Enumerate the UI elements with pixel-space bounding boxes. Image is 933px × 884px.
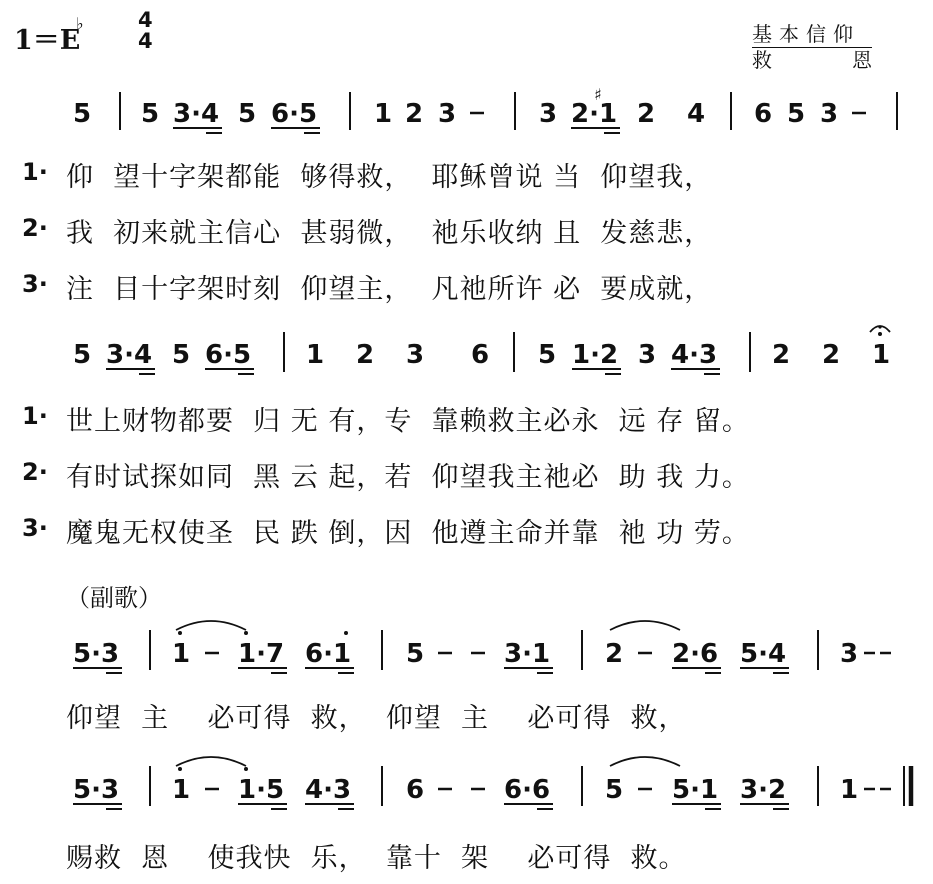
svg-text:5·3: 5·3 — [73, 775, 120, 805]
verse-number-3: 3· — [22, 270, 48, 298]
svg-text:♯: ♯ — [594, 85, 602, 104]
verse-number-2b: 2· — [22, 458, 48, 486]
svg-text:6·5: 6·5 — [205, 340, 252, 370]
svg-text:4·3: 4·3 — [305, 775, 352, 805]
svg-text:5: 5 — [787, 99, 806, 129]
system2-lyric-3: 魔鬼无权使圣 民 跌 倒，因 他遵主命并靠 祂 功 劳。 — [66, 518, 750, 549]
chorus-line2-notes — [73, 757, 911, 809]
verse-number-1b: 1· — [22, 402, 48, 430]
svg-text:5: 5 — [605, 775, 624, 805]
category-main: 基本信仰 — [752, 22, 872, 48]
time-signature-bottom: 4 — [138, 29, 153, 53]
svg-text:3·4: 3·4 — [106, 340, 153, 370]
system2-lyric-2: 有时试探如同 黑 云 起，若 仰望我主祂必 助 我 力。 — [66, 462, 750, 493]
chorus-line1-notes — [73, 621, 891, 673]
svg-text:1: 1 — [172, 639, 191, 669]
svg-text:6·5: 6·5 — [271, 99, 318, 129]
svg-text:1·5: 1·5 — [238, 775, 285, 805]
chorus-lyric-1: 仰望 主 必可得 救， 仰望 主 必可得 救， — [66, 703, 687, 734]
svg-text:6: 6 — [754, 99, 773, 129]
svg-text:5: 5 — [73, 99, 92, 129]
svg-text:3: 3 — [820, 99, 839, 129]
svg-text:5·1: 5·1 — [672, 775, 719, 805]
verse-number-1: 1· — [22, 158, 48, 186]
svg-text:5: 5 — [172, 340, 191, 370]
svg-text:3: 3 — [638, 340, 657, 370]
svg-text:1: 1 — [172, 775, 191, 805]
svg-text:3·1: 3·1 — [504, 639, 551, 669]
svg-text:6·6: 6·6 — [504, 775, 551, 805]
svg-text:1·2: 1·2 — [572, 340, 619, 370]
key-signature: 1＝E — [14, 25, 81, 56]
svg-text:5: 5 — [141, 99, 160, 129]
system1-lyric-3: 注 目十字架时刻 仰望主， 凡祂所许 必 要成就， — [66, 274, 713, 305]
svg-text:3: 3 — [539, 99, 558, 129]
svg-text:6·1: 6·1 — [305, 639, 352, 669]
system1-lyric-1: 仰 望十字架都能 够得救， 耶稣曾说 当 仰望我， — [66, 162, 713, 193]
svg-text:5: 5 — [238, 99, 257, 129]
category-sub: 救 恩 — [752, 48, 872, 72]
system2-notes — [73, 325, 890, 374]
svg-text:5·4: 5·4 — [740, 639, 787, 669]
svg-text:1: 1 — [872, 340, 891, 370]
svg-text:2: 2 — [356, 340, 375, 370]
svg-text:5: 5 — [538, 340, 557, 370]
svg-text:6: 6 — [406, 775, 425, 805]
svg-text:2: 2 — [637, 99, 656, 129]
svg-text:5: 5 — [406, 639, 425, 669]
svg-text:2: 2 — [605, 639, 624, 669]
system2-lyric-1: 世上财物都要 归 无 有，专 靠赖救主必永 远 存 留。 — [66, 406, 750, 437]
flat-sign: ♭ — [76, 14, 84, 33]
system1-lyric-2: 我 初来就主信心 甚弱微， 祂乐收纳 且 发慈悲， — [66, 218, 713, 249]
system1-notes — [73, 85, 897, 133]
svg-text:3: 3 — [406, 340, 425, 370]
svg-text:2: 2 — [822, 340, 841, 370]
svg-text:1: 1 — [840, 775, 859, 805]
svg-text:2: 2 — [772, 340, 791, 370]
svg-text:3: 3 — [840, 639, 859, 669]
svg-text:3·2: 3·2 — [740, 775, 787, 805]
svg-text:4·3: 4·3 — [671, 340, 718, 370]
chorus-lyric-2: 赐救 恩 使我快 乐， 靠十 架 必可得 救。 — [66, 843, 687, 874]
svg-text:2: 2 — [405, 99, 424, 129]
chorus-label: （副歌） — [66, 584, 162, 612]
svg-text:3: 3 — [438, 99, 457, 129]
svg-text:5: 5 — [73, 340, 92, 370]
svg-text:2·6: 2·6 — [672, 639, 719, 669]
svg-text:5·3: 5·3 — [73, 639, 120, 669]
svg-text:3·4: 3·4 — [173, 99, 220, 129]
svg-text:1: 1 — [374, 99, 393, 129]
svg-text:2·1: 2·1 — [571, 99, 618, 129]
verse-number-2: 2· — [22, 214, 48, 242]
svg-text:1·7: 1·7 — [238, 639, 285, 669]
time-signature-top: 4 — [138, 8, 153, 32]
svg-text:1: 1 — [306, 340, 325, 370]
svg-text:4: 4 — [687, 99, 706, 129]
verse-number-3b: 3· — [22, 514, 48, 542]
svg-text:6: 6 — [471, 340, 490, 370]
